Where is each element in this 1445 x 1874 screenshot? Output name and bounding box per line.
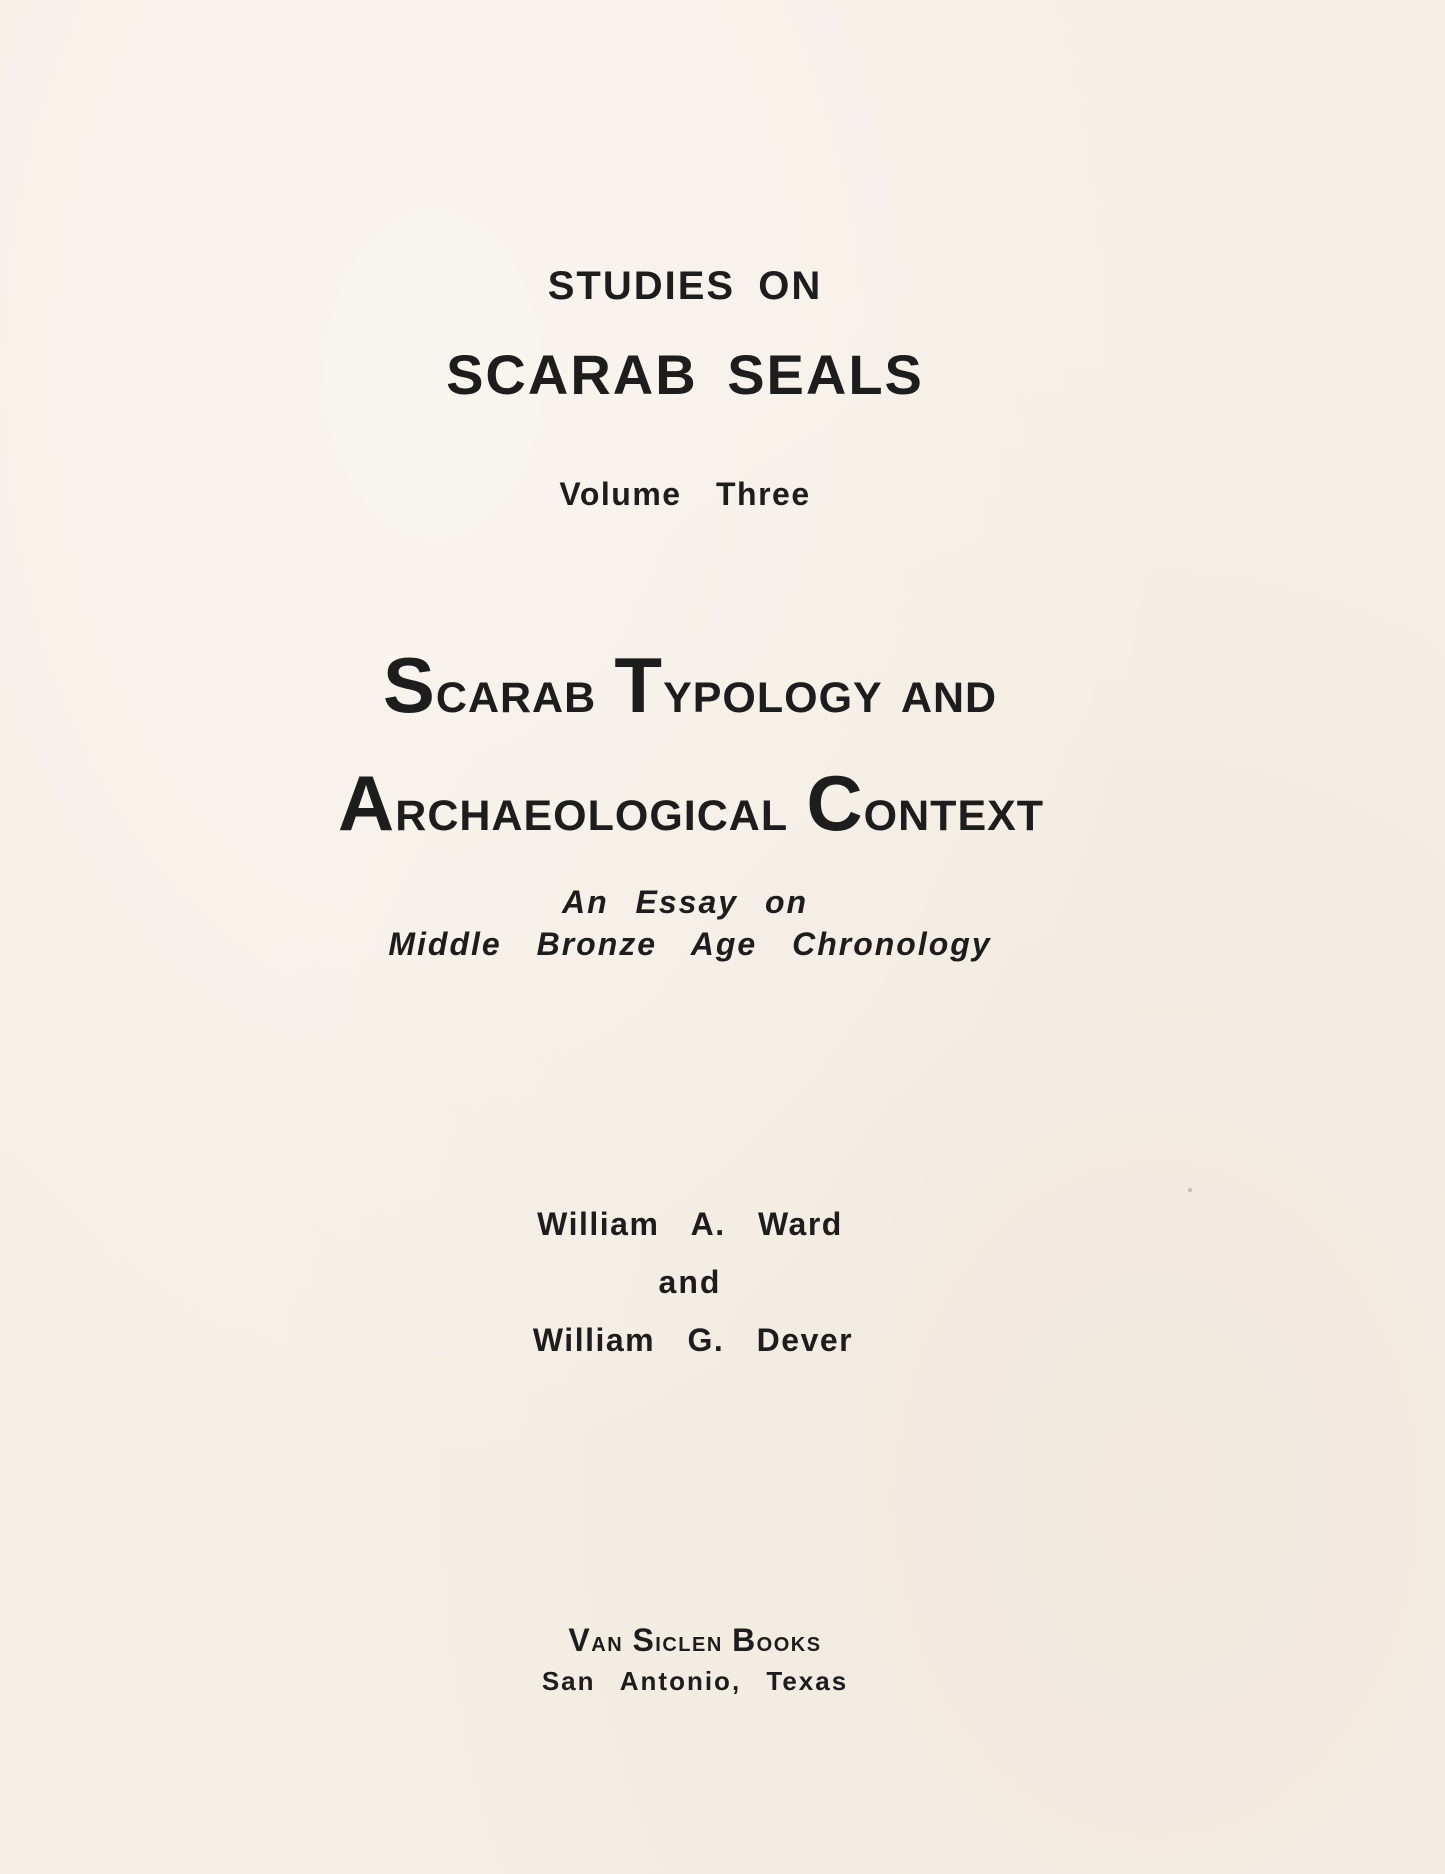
author-2: William G. Dever (532, 1322, 854, 1358)
title-word-rest: ontext (863, 775, 1045, 844)
subtitle-line-2: Middle Bronze Age Chronology (388, 926, 992, 962)
title-initial: C (806, 759, 864, 847)
title-word-rest: carab (435, 657, 597, 726)
title-word: and (900, 657, 998, 726)
author-conjunction: and (658, 1264, 722, 1300)
book-title-line-2 (226, 758, 1156, 849)
title-word-rest: rchaeological (395, 775, 789, 844)
publisher-word-rest: iclen (655, 1626, 723, 1657)
publisher-name (520, 1622, 870, 1659)
publisher-initial: S (632, 1622, 656, 1658)
title-initial: S (382, 641, 436, 729)
title-initial: T (614, 641, 664, 729)
publisher-word-rest: ooks (756, 1626, 822, 1657)
volume-label: Volume Three (559, 476, 811, 512)
title-word-rest: ypology (663, 657, 883, 726)
series-heading-line-1: STUDIES ON (547, 264, 823, 308)
author-1: William A. Ward (537, 1206, 843, 1242)
paper-speck (1188, 1188, 1192, 1192)
publisher-initial: B (732, 1622, 757, 1658)
title-initial: A (337, 759, 396, 847)
book-title-line-1 (280, 640, 1100, 731)
publisher-place: San Antonio, Texas (541, 1666, 849, 1696)
publisher-initial: V (568, 1622, 592, 1658)
subtitle-line-1: An Essay on (561, 884, 809, 920)
publisher-word-rest: an (591, 1626, 624, 1657)
series-heading-line-2: SCARAB SEALS (446, 343, 924, 406)
